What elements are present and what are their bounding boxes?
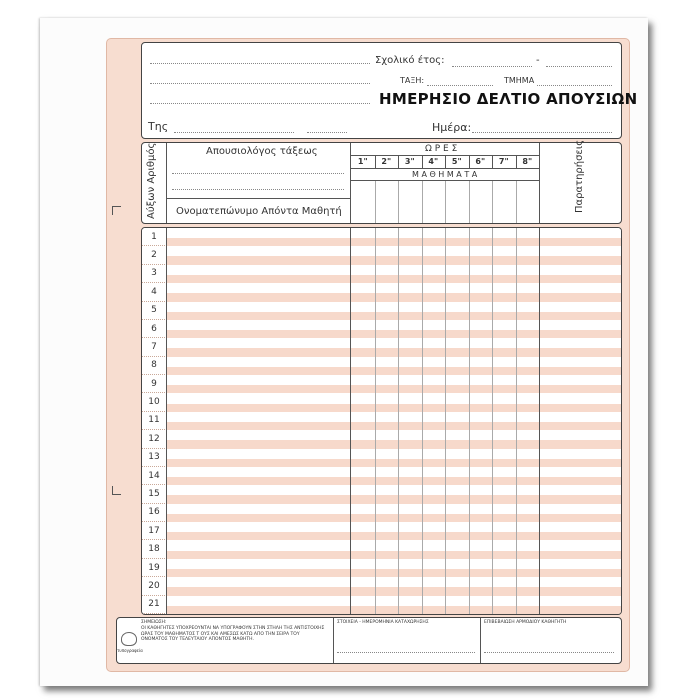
row-number: 1 — [151, 231, 157, 242]
logo-text: τυπογραφεία — [117, 648, 143, 653]
tis-field-1[interactable] — [174, 132, 294, 133]
row-number: 8 — [151, 360, 157, 371]
school-year-label: Σχολικό έτος: — [375, 55, 445, 66]
table-row[interactable] — [142, 265, 621, 283]
row-stripe — [167, 440, 621, 448]
serial-number-label: Αύξων Αριθμός — [146, 142, 157, 219]
table-row[interactable] — [142, 412, 621, 430]
table-row[interactable] — [142, 467, 621, 485]
verify-label: ΕΠΙΒΕΒΑΙΩΣΗ ΑΡΜΟΔΙΟΥ ΚΑΘΗΓΗΤΗ — [484, 620, 567, 625]
row-number: 15 — [148, 489, 160, 500]
hour-col-divider — [469, 156, 470, 168]
table-row[interactable] — [142, 577, 621, 595]
hour-col-divider — [516, 156, 517, 168]
hour-header-6: 6" — [475, 157, 486, 166]
hour-col-divider — [422, 156, 423, 168]
row-number: 11 — [148, 415, 160, 426]
hour-col-divider — [492, 181, 493, 223]
row-stripe — [167, 514, 621, 522]
rows-box — [141, 227, 622, 615]
school-year-field-start[interactable] — [452, 66, 532, 67]
remarks-label: Παρατηρήσεις — [574, 139, 585, 213]
row-number: 19 — [148, 562, 160, 573]
row-stripe — [167, 569, 621, 577]
table-row[interactable] — [142, 302, 621, 320]
absence-officer-line-1[interactable] — [172, 173, 344, 174]
hour-col-line — [445, 228, 446, 614]
corner-mark-top — [112, 206, 121, 215]
class-field[interactable] — [427, 85, 493, 86]
row-number: 4 — [151, 286, 157, 297]
row-stripe — [167, 348, 621, 356]
section-label: ΤΜΗΜΑ — [504, 76, 535, 85]
row-number: 14 — [148, 470, 160, 481]
table-row[interactable] — [142, 375, 621, 393]
logo-icon — [121, 632, 137, 646]
address-line-1[interactable] — [150, 63, 370, 64]
hour-col-divider — [398, 181, 399, 223]
table-row[interactable] — [142, 228, 621, 246]
hour-col-divider — [398, 156, 399, 168]
table-row[interactable] — [142, 357, 621, 375]
hour-col-line — [492, 228, 493, 614]
row-number: 16 — [148, 507, 160, 518]
hours-mid-line — [351, 168, 539, 169]
row-stripe — [167, 367, 621, 375]
entry-label: ΣΤΟΙΧΕΙΑ - ΗΜΕΡΟΜΗΝΙΑ ΚΑΤΑΧΩΡΗΣΗΣ — [337, 620, 429, 625]
table-row[interactable] — [142, 449, 621, 467]
footer-box — [116, 617, 622, 664]
hour-col-line — [469, 228, 470, 614]
hour-col-line — [375, 228, 376, 614]
hour-col-divider — [422, 181, 423, 223]
hour-header-3: 3" — [404, 157, 415, 166]
footer-divider-2 — [480, 618, 481, 663]
remarks-col-divider — [539, 143, 540, 223]
row-stripe — [167, 385, 621, 393]
hour-col-divider — [469, 181, 470, 223]
hour-header-2: 2" — [381, 157, 392, 166]
row-number: 12 — [148, 433, 160, 444]
row-stripe — [167, 422, 621, 430]
hour-header-7: 7" — [498, 157, 509, 166]
hour-col-divider — [375, 156, 376, 168]
hour-header-8: 8" — [522, 157, 533, 166]
row-number: 10 — [148, 397, 160, 408]
row-stripe — [167, 459, 621, 467]
row-stripe — [167, 495, 621, 503]
row-number: 20 — [148, 580, 160, 591]
row-number: 2 — [151, 250, 157, 261]
hour-col-divider — [445, 181, 446, 223]
footer-divider-1 — [333, 618, 334, 663]
serial-col-divider — [166, 143, 167, 223]
class-label: ΤΑΞΗ: — [400, 76, 425, 85]
absence-officer-line-2[interactable] — [172, 189, 344, 190]
hour-col-line — [398, 228, 399, 614]
corner-mark-bottom — [112, 486, 121, 495]
row-number: 18 — [148, 544, 160, 555]
row-stripe — [167, 293, 621, 301]
row-number: 17 — [148, 525, 160, 536]
hour-header-1: 1" — [357, 157, 368, 166]
hour-header-4: 4" — [428, 157, 439, 166]
row-stripe — [167, 256, 621, 264]
table-row[interactable] — [142, 485, 621, 503]
row-stripe — [167, 532, 621, 540]
row-stripe — [167, 606, 621, 614]
day-label: Ημέρα: — [432, 121, 472, 134]
row-stripe — [167, 312, 621, 320]
absence-officer-label: Απουσιολόγος τάξεως — [206, 146, 318, 157]
table-row[interactable] — [142, 320, 621, 338]
table-header-box — [141, 139, 622, 224]
table-row[interactable] — [142, 338, 621, 356]
table-row[interactable] — [142, 522, 621, 540]
row-number: 6 — [151, 323, 157, 334]
day-field[interactable] — [472, 132, 612, 133]
row-stripe — [167, 238, 621, 246]
row-stripe — [167, 275, 621, 283]
tis-label: Της — [148, 120, 169, 133]
entry-field[interactable] — [337, 652, 475, 653]
hours-label: Ω Ρ Ε Σ — [425, 144, 458, 154]
table-row[interactable] — [142, 283, 621, 301]
table-row[interactable] — [142, 504, 621, 522]
form-title: ΗΜΕΡΗΣΙΟ ΔΕΛΤΙΟ ΑΠΟΥΣΙΩΝ — [379, 90, 638, 108]
subjects-label: Μ Α Θ Η Μ Α Τ Α — [412, 170, 478, 179]
hour-col-divider — [375, 181, 376, 223]
name-col-line — [350, 228, 351, 614]
row-stripe — [167, 587, 621, 595]
table-row[interactable] — [142, 596, 621, 614]
tis-field-2[interactable] — [307, 132, 347, 133]
note-title: ΣΗΜΕΙΩΣΗ: — [141, 620, 167, 625]
table-row[interactable] — [142, 430, 621, 448]
hour-header-5: 5" — [451, 157, 462, 166]
hour-col-line — [422, 228, 423, 614]
table-row[interactable] — [142, 246, 621, 264]
row-stripe — [167, 477, 621, 485]
table-row[interactable] — [142, 393, 621, 411]
row-stripe — [167, 404, 621, 412]
school-year-field-end[interactable] — [546, 66, 612, 67]
table-row[interactable] — [142, 559, 621, 577]
row-number: 3 — [151, 268, 157, 279]
school-year-dash: - — [536, 55, 540, 66]
row-number: 9 — [151, 378, 157, 389]
row-stripe — [167, 330, 621, 338]
hour-col-divider — [445, 156, 446, 168]
address-line-2[interactable] — [150, 83, 370, 84]
table-row[interactable] — [142, 540, 621, 558]
hour-col-divider — [492, 156, 493, 168]
row-number: 7 — [151, 341, 157, 352]
row-number: 21 — [148, 599, 160, 610]
remarks-col-line — [539, 228, 540, 614]
row-stripe — [167, 551, 621, 559]
hour-col-divider — [516, 181, 517, 223]
row-number: 5 — [151, 305, 157, 316]
student-name-label: Ονοματεπώνυμο Απόντα Μαθητή — [176, 206, 342, 217]
verify-field[interactable] — [484, 652, 614, 653]
row-number: 13 — [148, 452, 160, 463]
serial-col-line — [166, 228, 167, 614]
note-text: ΟΙ ΚΑΘΗΓΗΤΕΣ ΥΠΟΧΡΕΟΥΝΤΑΙ ΝΑ ΥΠΟΓΡΑΦΟΥΝ ΣΤΗΝ ΣΤΗΛΗ ΤΗΣ ΑΝΤΙΣΤΟΙΧΗΣ ΩΡΑΣ ΤΟΥ ΜΑΘΗΜΑΤΟΣ Τ ΟΥΣ ΚΑΙ ΑΜΕΣΩΣ ΚΑΤΩ ΑΠΟ ΤΗΝ ΣΕΙΡΑ ΤΟΥ ΟΝΟΜΑΤΟΣ ΤΟΥ ΤΕΛΕΥΤΑΙΟΥ ΑΠΟΝΤΟΣ ΜΑΘΗΤΗ. — [141, 626, 325, 642]
header-box — [141, 42, 638, 139]
section-field[interactable] — [537, 85, 612, 86]
name-header-divider — [167, 198, 350, 199]
address-line-3[interactable] — [150, 103, 370, 104]
hour-col-line — [516, 228, 517, 614]
